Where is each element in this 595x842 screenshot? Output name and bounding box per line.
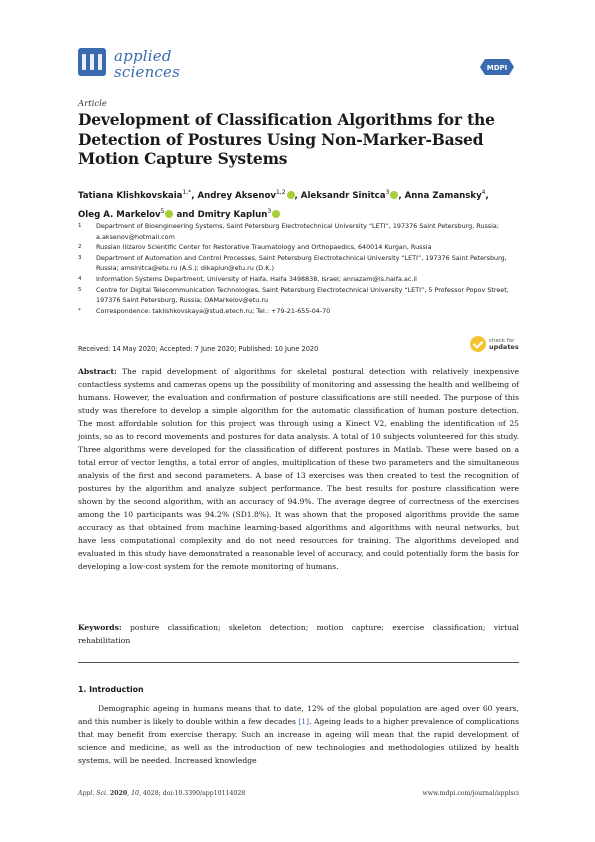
keywords — [78, 622, 519, 647]
checkmark-icon — [470, 336, 486, 352]
author-conjunction: and — [176, 209, 195, 220]
orcid-icon[interactable] — [287, 191, 295, 199]
check-updates-label — [489, 338, 519, 350]
citation-link[interactable]: [1] — [298, 717, 310, 726]
affiliation-number: 2 — [78, 244, 82, 251]
paragraph-text: . Ageing leads to a higher prevalence of complications that may benefit from exercise therapy. Such an increase in ageing will mean that the rapid development of science and medicine, as well as the introduction of new technologies and methodologies utilized by health systems, will be needed. Increased knowledge — [78, 717, 519, 765]
journal-name-line2: sciences — [114, 63, 181, 81]
affiliation-text: Information Systems Department, University of Haifa, Haifa 3498838, Israel; annazam@is.haifa.ac.il — [96, 274, 417, 283]
affiliation-text: Department of Automation and Control Processes, Saint Petersburg Electrotechnical University “LETI”, 197376 Saint Petersburg, Russia; amsinitca@etu.ru (A.S.); dikaplun@etu.ru (D.K.) — [96, 253, 507, 273]
author-name[interactable]: Andrey Aksenov — [197, 190, 276, 201]
correspondence-text[interactable]: Correspondence: taklishkovskaya@stud.etech.ru; Tel.: +79-21-655-04-70 — [96, 306, 331, 315]
footer-journal: Appl. Sci. — [78, 790, 108, 797]
orcid-icon[interactable] — [272, 210, 280, 218]
author-affil: 4 — [481, 189, 486, 196]
footer-volume: 10 — [131, 790, 139, 797]
affiliation-list — [78, 221, 518, 316]
check-updates-line2: updates — [489, 343, 519, 351]
author-name[interactable]: Dmitry Kaplun — [197, 209, 268, 220]
author-list: Tatiana Klishkovskaia$^{1,*}$, Andrey Aksenov$^{1,2}$ , Aleksandr Sinitca$^3$ , Anna Zamansky$^4$, Oleg A. Markelov$^5$ and Dmitry Kaplun$^3$ — [78, 189, 489, 220]
abstract-text: The rapid development of algorithms for skeletal postural detection with relatively inexpensive contactless systems and cameras opens up the possibility of monitoring and assessing the health and wellbeing of humans. However, the evaluation and confirmation of posture classifications are still needed. The purpose of this study was therefore to develop a simple algorithm for the automatic classification of human posture detection. The most affordable solution for this project was through using a Kinect V2, enabling the identification of 25 joints, so as to record movements and postures for data analysis. A total of 10 subjects volunteered for this study. Three algorithms were developed for the classification of different postures in Matlab. These were based on a total error of vector lengths, a total error of angles, multiplication of these two parameters and the simultaneous analysis of the first and second parameters. A base of 13 exercises was then created to test the recognition of postures by the algorithm and analyze subject performance. The best results for posture classification were shown by the second algorithm, with an accuracy of 94.9%. The average degree of correctness of the exercises among the 10 participants was 94.2% (SD1.8%). It was shown that the proposed algorithms provide the same accuracy as that obtained from machine learning-based algorithms and algorithms with neural networks, but have less computational complexity and do not need resources for training. The algorithms developed and evaluated in this study have demonstrated a reasonable level of accuracy, and could potentially form the basis for developing a low-cost system for the remote monitoring of humans. — [78, 367, 519, 571]
journal-logo[interactable] — [78, 48, 180, 80]
correspondence-item — [78, 306, 518, 317]
journal-logo-icon — [78, 48, 106, 76]
footer-doi[interactable]: , 4028; doi:10.3390/app10114028 — [138, 790, 246, 797]
affiliation-item — [78, 253, 518, 274]
article-type: Article — [78, 99, 107, 109]
check-for-updates-button[interactable] — [470, 333, 524, 355]
affiliation-item — [78, 242, 518, 253]
journal-name — [114, 48, 180, 80]
author-affil: 1,* — [182, 189, 192, 196]
author-affil: 1,2 — [275, 189, 286, 196]
section-heading: 1. Introduction — [78, 685, 144, 694]
affiliation-item — [78, 221, 518, 242]
author-name[interactable]: Tatiana Klishkovskaia — [78, 190, 183, 201]
mdpi-logo-icon[interactable] — [479, 58, 515, 76]
publication-dates: Received: 14 May 2020; Accepted: 7 June 2020; Published: 10 June 2020 — [78, 345, 319, 353]
author-name[interactable]: Aleksandr Sinitca — [300, 190, 386, 201]
affiliation-item — [78, 274, 518, 285]
affiliation-text: Russian Ilizarov Scientific Center for Restorative Traumatology and Orthopaedics, 640014 Kurgan, Russia — [96, 243, 432, 252]
affiliation-number: 4 — [78, 275, 82, 282]
paper-title: Development of Classification Algorithms for the Detection of Postures Using Non-Marker-Based Motion Capture Systems — [78, 110, 495, 168]
keywords-label: Keywords: — [78, 623, 122, 632]
author-affil: 5 — [160, 207, 165, 215]
author-name[interactable]: Anna Zamansky — [404, 190, 482, 201]
footer-year: 2020 — [109, 790, 128, 797]
affiliation-number: 1 — [78, 223, 82, 229]
footer-citation: Appl. Sci. 2020, 10, 4028; doi:10.3390/app10114028 — [78, 790, 246, 797]
orcid-icon[interactable] — [390, 191, 398, 199]
author-affil: 3 — [385, 189, 390, 196]
paragraph-text: Demographic ageing in humans means that to date, 12% of the global population are aged over 60 years, and this number is likely to double within a few decades — [78, 704, 519, 726]
abstract-label: Abstract: — [78, 367, 117, 376]
affiliation-number: 3 — [78, 254, 82, 261]
affiliation-text: Department of Bioengineering Systems, Saint Petersburg Electrotechnical University “LETI”, 197376 Saint Petersburg, Russia; a.aksenov@hotmail.com — [96, 222, 499, 241]
section-divider — [78, 662, 519, 663]
author-name[interactable]: Oleg A. Markelov — [78, 209, 161, 220]
introduction-paragraph — [78, 702, 519, 767]
orcid-icon[interactable] — [165, 210, 173, 218]
affiliation-item — [78, 285, 518, 306]
check-updates-line1: check for — [489, 338, 515, 344]
author-affil: 3 — [267, 207, 272, 215]
affiliation-text: Centre for Digital Telecommunication Technologies, Saint Petersburg Electrotechnical University “LETI”, 5 Professor Popov Street, 197376 Saint Petersburg, Russia; OAMarkelov@etu.ru — [96, 285, 509, 305]
svg-text:MDPI: MDPI — [486, 64, 508, 72]
journal-name-line1: applied — [114, 47, 172, 65]
affiliation-number: 5 — [78, 286, 82, 293]
abstract — [78, 365, 519, 573]
affiliation-number: * — [78, 307, 81, 314]
keywords-text: posture classification; skeleton detection; motion capture; exercise classification; virtual rehabilitation — [78, 623, 519, 645]
footer-journal-url[interactable]: www.mdpi.com/journal/applsci — [422, 790, 519, 797]
